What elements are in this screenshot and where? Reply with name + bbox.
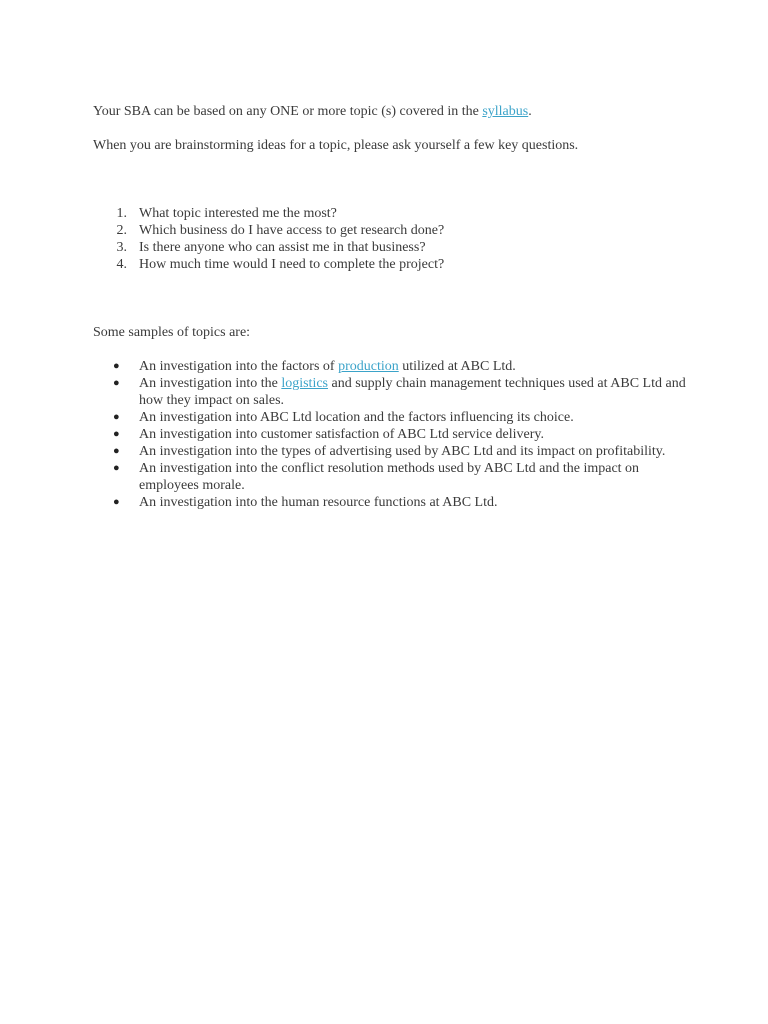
question-number: 1. <box>116 206 127 221</box>
bullet-icon: ● <box>113 360 120 372</box>
bullet-icon: ● <box>113 496 120 508</box>
syllabus-link[interactable]: syllabus <box>482 104 529 119</box>
topic-text: An investigation into ABC Ltd location and the factors influencing its choice. <box>139 410 574 425</box>
topics-list <box>93 358 693 511</box>
logistics-link[interactable]: logistics <box>281 376 328 391</box>
topic-item <box>93 443 693 460</box>
samples-heading: Some samples of topics are: <box>93 325 251 340</box>
question-text: Is there anyone who can assist me in that business? <box>139 240 426 255</box>
question-number: 4. <box>116 257 127 272</box>
topic-text: An investigation into customer satisfaction of ABC Ltd service delivery. <box>139 427 545 442</box>
brainstorm-paragraph: When you are brainstorming ideas for a topic, please ask yourself a few key questions. <box>93 138 579 153</box>
intro-text-end: . <box>528 104 532 119</box>
topic-item <box>93 426 693 443</box>
bullet-icon: ● <box>113 462 120 474</box>
production-link[interactable]: production <box>338 359 399 374</box>
question-item <box>93 205 693 222</box>
question-number: 3. <box>116 240 127 255</box>
topic-text: An investigation into the factors of <box>139 359 339 374</box>
bullet-icon: ● <box>113 445 120 457</box>
bullet-icon: ● <box>113 377 120 389</box>
question-number: 2. <box>116 223 127 238</box>
bullet-icon: ● <box>113 411 120 423</box>
topic-item <box>93 358 693 375</box>
topic-item <box>93 375 693 409</box>
topic-item <box>93 494 693 511</box>
bullet-icon: ● <box>113 428 120 440</box>
intro-paragraph <box>93 103 693 120</box>
questions-list <box>93 205 693 273</box>
topic-text: An investigation into the types of advertising used by ABC Ltd and its impact on profitability. <box>139 444 666 459</box>
question-item <box>93 239 693 256</box>
topic-text: An investigation into the conflict resolution methods used by ABC Ltd and the impact on employees morale. <box>139 461 640 493</box>
question-item <box>93 222 693 239</box>
document-page <box>93 103 693 511</box>
topic-item <box>93 409 693 426</box>
topic-text: An investigation into the <box>139 376 282 391</box>
question-text: What topic interested me the most? <box>139 206 337 221</box>
question-text: How much time would I need to complete the project? <box>139 257 445 272</box>
intro-text: Your SBA can be based on any ONE or more topic (s) covered in the <box>93 104 483 119</box>
topic-text-end: and supply chain management techniques used at ABC Ltd and how they impact on sales. <box>139 376 686 408</box>
question-item <box>93 256 693 273</box>
question-text: Which business do I have access to get research done? <box>139 223 445 238</box>
topic-item <box>93 460 693 494</box>
topic-text: An investigation into the human resource functions at ABC Ltd. <box>139 495 498 510</box>
topic-text-end: utilized at ABC Ltd. <box>398 359 516 374</box>
